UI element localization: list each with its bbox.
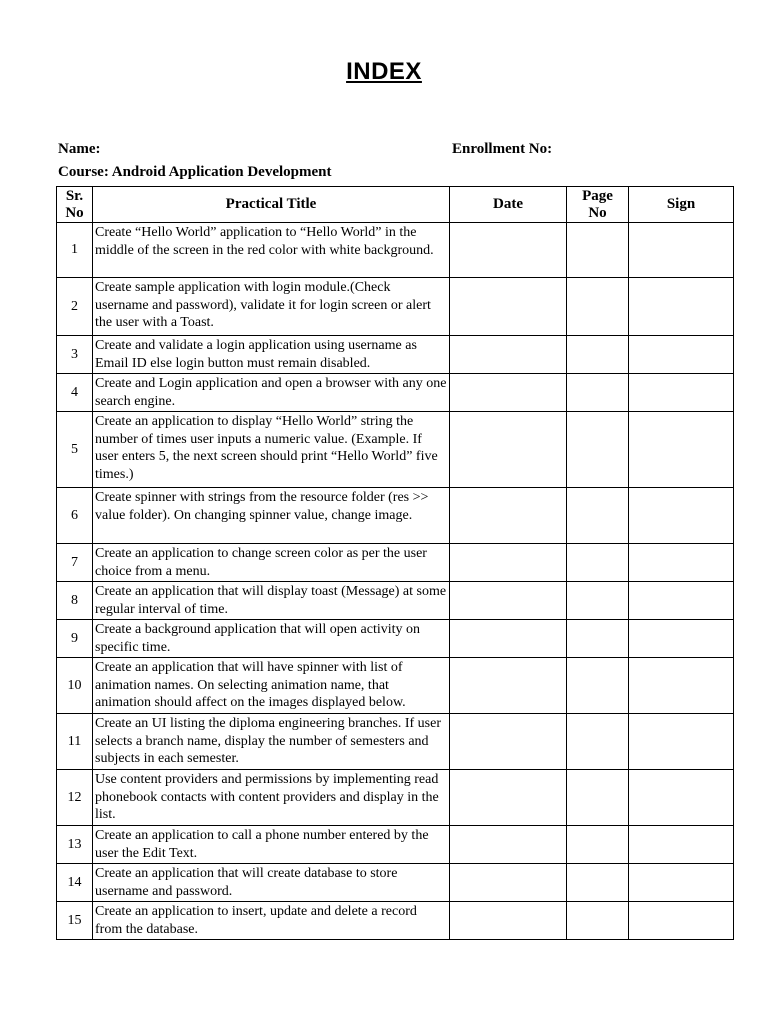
row-page-cell (567, 826, 629, 864)
row-practical-title: Create an application to change screen color as per the user choice from a menu. (93, 544, 450, 582)
row-sign-cell (629, 488, 734, 544)
header-sr-no (57, 187, 93, 223)
row-sign-cell (629, 770, 734, 826)
row-sr-no: 7 (57, 544, 93, 582)
row-sr-no: 10 (57, 658, 93, 714)
row-sign-cell (629, 278, 734, 336)
row-sign-cell (629, 864, 734, 902)
row-practical-title: Create an application that will create database to store username and password. (93, 864, 450, 902)
table-row (57, 620, 734, 658)
row-sr-no: 12 (57, 770, 93, 826)
row-practical-title: Use content providers and permissions by implementing read phonebook contacts with content providers and display in the list. (93, 770, 450, 826)
page-title: INDEX (346, 58, 422, 85)
header-date: Date (450, 187, 567, 223)
row-page-cell (567, 770, 629, 826)
row-page-cell (567, 278, 629, 336)
row-practical-title: Create an application to call a phone number entered by the user the Edit Text. (93, 826, 450, 864)
index-table (56, 186, 734, 940)
row-sign-cell (629, 714, 734, 770)
row-date-cell (450, 278, 567, 336)
row-practical-title: Create and validate a login application using username as Email ID else login button must remain disabled. (93, 336, 450, 374)
table-row (57, 544, 734, 582)
table-row (57, 864, 734, 902)
table-row (57, 336, 734, 374)
course-label: Course: Android Application Development (58, 164, 332, 180)
header-page-line1: Page (582, 187, 613, 204)
row-practical-title: Create and Login application and open a browser with any one search engine. (93, 374, 450, 412)
row-sr-no: 14 (57, 864, 93, 902)
row-page-cell (567, 488, 629, 544)
row-practical-title: Create an application that will display toast (Message) at some regular interval of time. (93, 582, 450, 620)
row-sign-cell (629, 826, 734, 864)
table-row (57, 223, 734, 278)
row-date-cell (450, 770, 567, 826)
name-label: Name: (58, 141, 101, 157)
row-date-cell (450, 658, 567, 714)
row-sr-no: 9 (57, 620, 93, 658)
row-page-cell (567, 714, 629, 770)
row-page-cell (567, 412, 629, 488)
row-sign-cell (629, 658, 734, 714)
row-page-cell (567, 620, 629, 658)
row-sr-no: 1 (57, 223, 93, 278)
header-sign: Sign (629, 187, 734, 223)
row-page-cell (567, 374, 629, 412)
header-practical-title: Practical Title (93, 187, 450, 223)
row-sr-no: 15 (57, 902, 93, 940)
row-date-cell (450, 412, 567, 488)
row-date-cell (450, 864, 567, 902)
row-date-cell (450, 902, 567, 940)
row-sign-cell (629, 902, 734, 940)
row-date-cell (450, 488, 567, 544)
row-sr-no: 4 (57, 374, 93, 412)
table-row (57, 412, 734, 488)
row-sign-cell (629, 544, 734, 582)
table-row (57, 770, 734, 826)
row-practical-title: Create a background application that will open activity on specific time. (93, 620, 450, 658)
row-sr-no: 11 (57, 714, 93, 770)
row-date-cell (450, 223, 567, 278)
row-practical-title: Create an application to insert, update and delete a record from the database. (93, 902, 450, 940)
row-date-cell (450, 582, 567, 620)
header-page-line2: No (588, 204, 607, 221)
row-practical-title: Create spinner with strings from the resource folder (res >> value folder). On changing spinner value, change image. (93, 488, 450, 544)
row-sr-no: 6 (57, 488, 93, 544)
row-sign-cell (629, 223, 734, 278)
row-practical-title: Create “Hello World” application to “Hello World” in the middle of the screen in the red color with white background. (93, 223, 450, 278)
row-sr-no: 13 (57, 826, 93, 864)
row-date-cell (450, 336, 567, 374)
header-sr-line2: No (65, 204, 84, 221)
table-row (57, 658, 734, 714)
table-row (57, 278, 734, 336)
table-row (57, 582, 734, 620)
row-page-cell (567, 582, 629, 620)
table-header-row (57, 187, 734, 223)
table-row (57, 826, 734, 864)
table-row (57, 902, 734, 940)
header-page-no (567, 187, 629, 223)
row-sign-cell (629, 582, 734, 620)
row-page-cell (567, 336, 629, 374)
row-sr-no: 2 (57, 278, 93, 336)
header-sr-line1: Sr. (65, 187, 84, 204)
row-page-cell (567, 658, 629, 714)
row-date-cell (450, 620, 567, 658)
row-sign-cell (629, 374, 734, 412)
table-row (57, 374, 734, 412)
row-page-cell (567, 902, 629, 940)
row-date-cell (450, 544, 567, 582)
row-sign-cell (629, 336, 734, 374)
row-practical-title: Create sample application with login module.(Check username and password), validate it for login screen or alert the user with a Toast. (93, 278, 450, 336)
table-row (57, 488, 734, 544)
row-practical-title: Create an application that will have spinner with list of animation names. On selecting animation name, that animation should affect on the images displayed below. (93, 658, 450, 714)
row-practical-title: Create an application to display “Hello World” string the number of times user inputs a numeric value. (Example. If user enters 5, the next screen should print “Hello World” five times.) (93, 412, 450, 488)
row-page-cell (567, 544, 629, 582)
row-sign-cell (629, 412, 734, 488)
row-sr-no: 5 (57, 412, 93, 488)
table-row (57, 714, 734, 770)
enrollment-label: Enrollment No: (452, 141, 553, 157)
row-page-cell (567, 223, 629, 278)
row-practical-title: Create an UI listing the diploma engineering branches. If user selects a branch name, display the number of semesters and subjects in each semester. (93, 714, 450, 770)
row-page-cell (567, 864, 629, 902)
row-date-cell (450, 714, 567, 770)
row-date-cell (450, 374, 567, 412)
row-sign-cell (629, 620, 734, 658)
row-sr-no: 3 (57, 336, 93, 374)
row-date-cell (450, 826, 567, 864)
row-sr-no: 8 (57, 582, 93, 620)
